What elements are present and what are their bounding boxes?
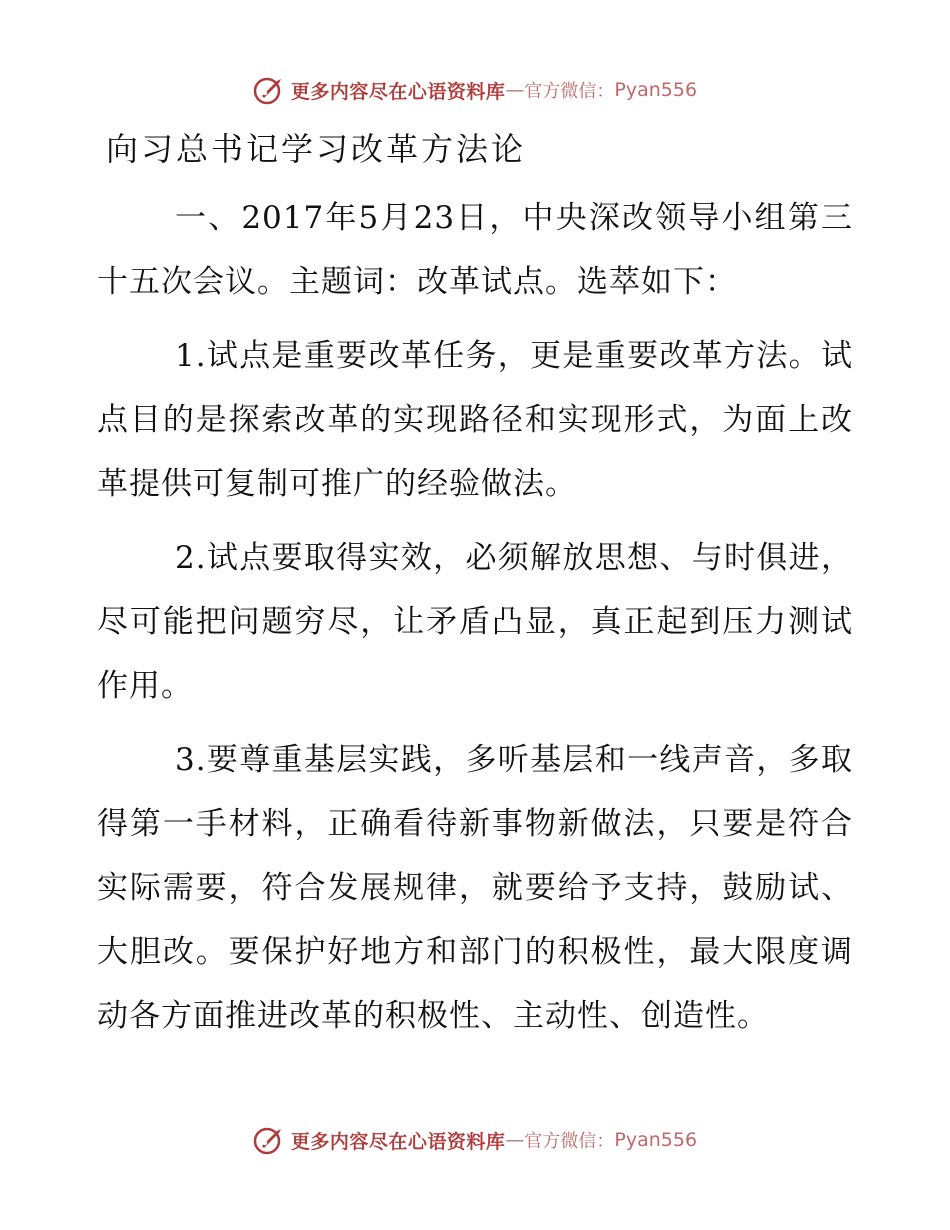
pen-nib-logo-icon bbox=[253, 74, 285, 106]
document-body bbox=[97, 186, 853, 1058]
paragraph-item-3: 3.要尊重基层实践，多听基层和一线声音，多取得第一手材料，正确看待新事物新做法，只要是符合实际需要，符合发展规律，就要给予支持，鼓励试、大胆改。要保护好地方和部门的积极性，最大限度调动各方面推进改革的积极性、主动性、创造性。 bbox=[97, 742, 853, 1034]
pen-nib-logo-icon bbox=[253, 1124, 285, 1156]
header-wechat-id: Pyan556 bbox=[614, 79, 698, 101]
header-banner bbox=[0, 70, 950, 110]
header-official-label: 官方微信： bbox=[524, 81, 615, 102]
header-brand-text: 更多内容尽在心语资料库 bbox=[290, 80, 506, 103]
footer-wechat-id: Pyan556 bbox=[614, 1129, 698, 1151]
footer-official-label: 官方微信： bbox=[524, 1131, 615, 1152]
paragraph-item-1: 1.试点是重要改革任务，更是重要改革方法。试点目的是探索改革的实现路径和实现形式，为面上改革提供可复制可推广的经验做法。 bbox=[97, 338, 853, 502]
document-title: 向习总书记学习改革方法论 bbox=[106, 130, 527, 168]
paragraph-item-2: 2.试点要取得实效，必须解放思想、与时俱进，尽可能把问题穷尽，让矛盾凸显，真正起到压力测试作用。 bbox=[97, 540, 853, 704]
footer-banner bbox=[0, 1120, 950, 1160]
footer-brand-text: 更多内容尽在心语资料库 bbox=[290, 1130, 506, 1153]
footer-separator: — bbox=[505, 1129, 525, 1151]
paragraph-intro: 一、2017年5月23日，中央深改领导小组第三十五次会议。主题词：改革试点。选萃如下： bbox=[97, 200, 853, 300]
header-separator: — bbox=[505, 79, 525, 101]
